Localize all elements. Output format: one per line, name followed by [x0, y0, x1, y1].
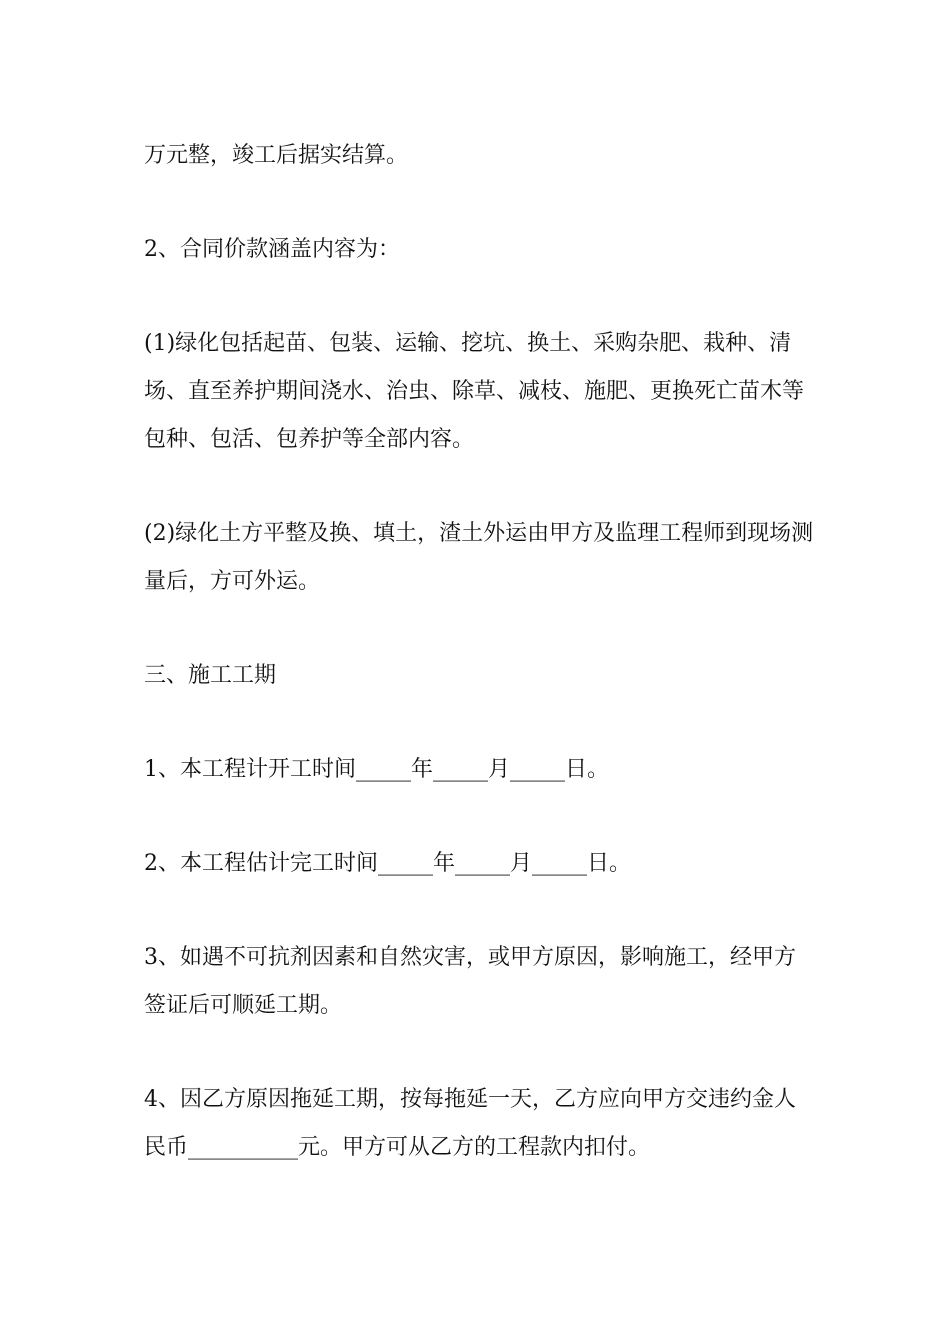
paragraph-earthwork: (2)绿化土方平整及换、填土，渣土外运由甲方及监理工程师到现场测量后，方可外运。	[144, 521, 814, 594]
paragraph-price-scope-heading: 2、合同价款涵盖内容为：	[144, 237, 400, 262]
paragraph-start-date: 1、本工程计开工时间_____年_____月_____日。	[144, 757, 609, 782]
paragraph-settlement: 万元整，竣工后据实结算。	[144, 143, 409, 168]
paragraph-force-majeure: 3、如遇不可抗剂因素和自然灾害，或甲方原因，影响施工，经甲方签证后可顺延工期。	[144, 945, 796, 1018]
document-body	[144, 132, 814, 1218]
section-heading-construction-period: 三、施工工期	[144, 663, 277, 688]
paragraph-greening-scope: (1)绿化包括起苗、包装、运输、挖坑、换土、采购杂肥、栽种、清场、直至养护期间浇水、治虫、除草、减枝、施肥、更换死亡苗木等包种、包活、包养护等全部内容。	[144, 331, 805, 452]
paragraph-completion-date: 2、本工程估计完工时间_____年_____月_____日。	[144, 851, 631, 876]
paragraph-delay-penalty: 4、因乙方原因拖延工期，按每拖延一天，乙方应向甲方交违约金人民币__________元。甲方可从乙方的工程款内扣付。	[144, 1087, 796, 1160]
